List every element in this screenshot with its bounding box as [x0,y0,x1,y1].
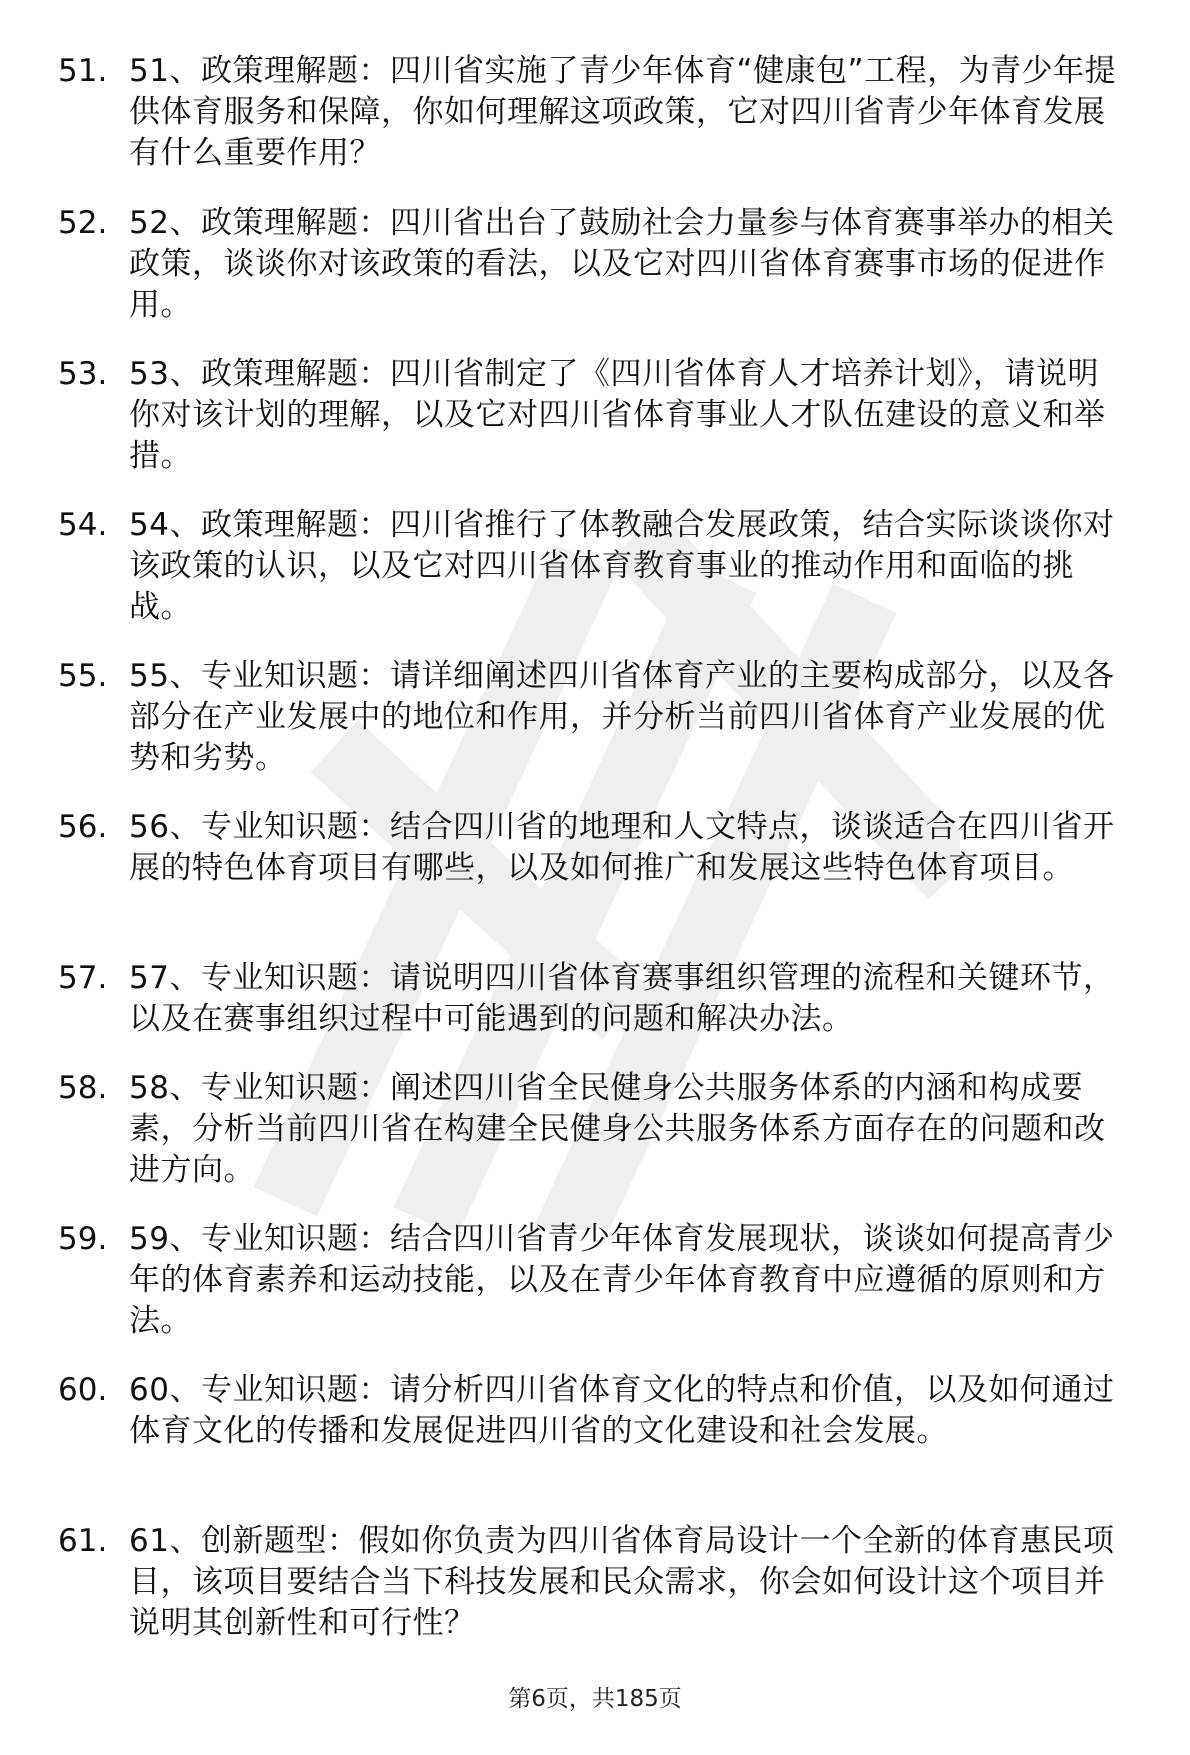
question-text: 58、专业知识题：阐述四川省全民健身公共服务体系的内涵和构成要素，分析当前四川省在构建全民健身公共服务体系方面存在的问题和改进方向。 [129,1070,1106,1188]
question-number: 57. [58,960,108,996]
question-number: 60. [58,1372,108,1408]
question-number: 51. [58,53,108,89]
question-text: 53、政策理解题：四川省制定了《四川省体育人才培养计划》，请说明你对该计划的理解，以及它对四川省体育事业人才队伍建设的意义和举措。 [129,356,1106,474]
question-text: 61、创新题型：假如你负责为四川省体育局设计一个全新的体育惠民项目，该项目要结合当下科技发展和民众需求，你会如何设计这个项目并说明其创新性和可行性？ [129,1523,1115,1641]
question-text: 52、政策理解题：四川省出台了鼓励社会力量参与体育赛事举办的相关政策，谈谈你对该政策的看法，以及它对四川省体育赛事市场的促进作用。 [129,205,1115,323]
question-text: 55、专业知识题：请详细阐述四川省体育产业的主要构成部分，以及各部分在产业发展中的地位和作用，并分析当前四川省体育产业发展的优势和劣势。 [129,658,1115,776]
question-text: 59、专业知识题：结合四川省青少年体育发展现状，谈谈如何提高青少年的体育素养和运动技能，以及在青少年体育教育中应遵循的原则和方法。 [129,1221,1115,1339]
question-text: 51、政策理解题：四川省实施了青少年体育“健康包”工程，为青少年提供体育服务和保障，你如何理解这项政策，它对四川省青少年体育发展有什么重要作用？ [129,53,1117,171]
question-text: 54、政策理解题：四川省推行了体教融合发展政策，结合实际谈谈你对该政策的认识，以及它对四川省体育教育事业的推动作用和面临的挑战。 [129,507,1115,625]
question-text: 56、专业知识题：结合四川省的地理和人文特点，谈谈适合在四川省开展的特色体育项目有哪些，以及如何推广和发展这些特色体育项目。 [129,809,1115,886]
question-number: 55. [58,658,108,694]
question-text: 57、专业知识题：请说明四川省体育赛事组织管理的流程和关键环节，以及在赛事组织过程中可能遇到的问题和解决办法。 [129,960,1115,1037]
question-number: 52. [58,205,108,241]
question-number: 56. [58,809,108,845]
question-number: 59. [58,1221,108,1257]
question-text: 60、专业知识题：请分析四川省体育文化的特点和价值，以及如何通过体育文化的传播和发展促进四川省的文化建设和社会发展。 [129,1372,1115,1449]
question-number: 61. [58,1523,108,1559]
question-number: 54. [58,507,108,543]
question-number: 53. [58,356,108,392]
question-number: 58. [58,1070,108,1106]
page-number-footer: 第6页，共185页 [508,1686,682,1712]
